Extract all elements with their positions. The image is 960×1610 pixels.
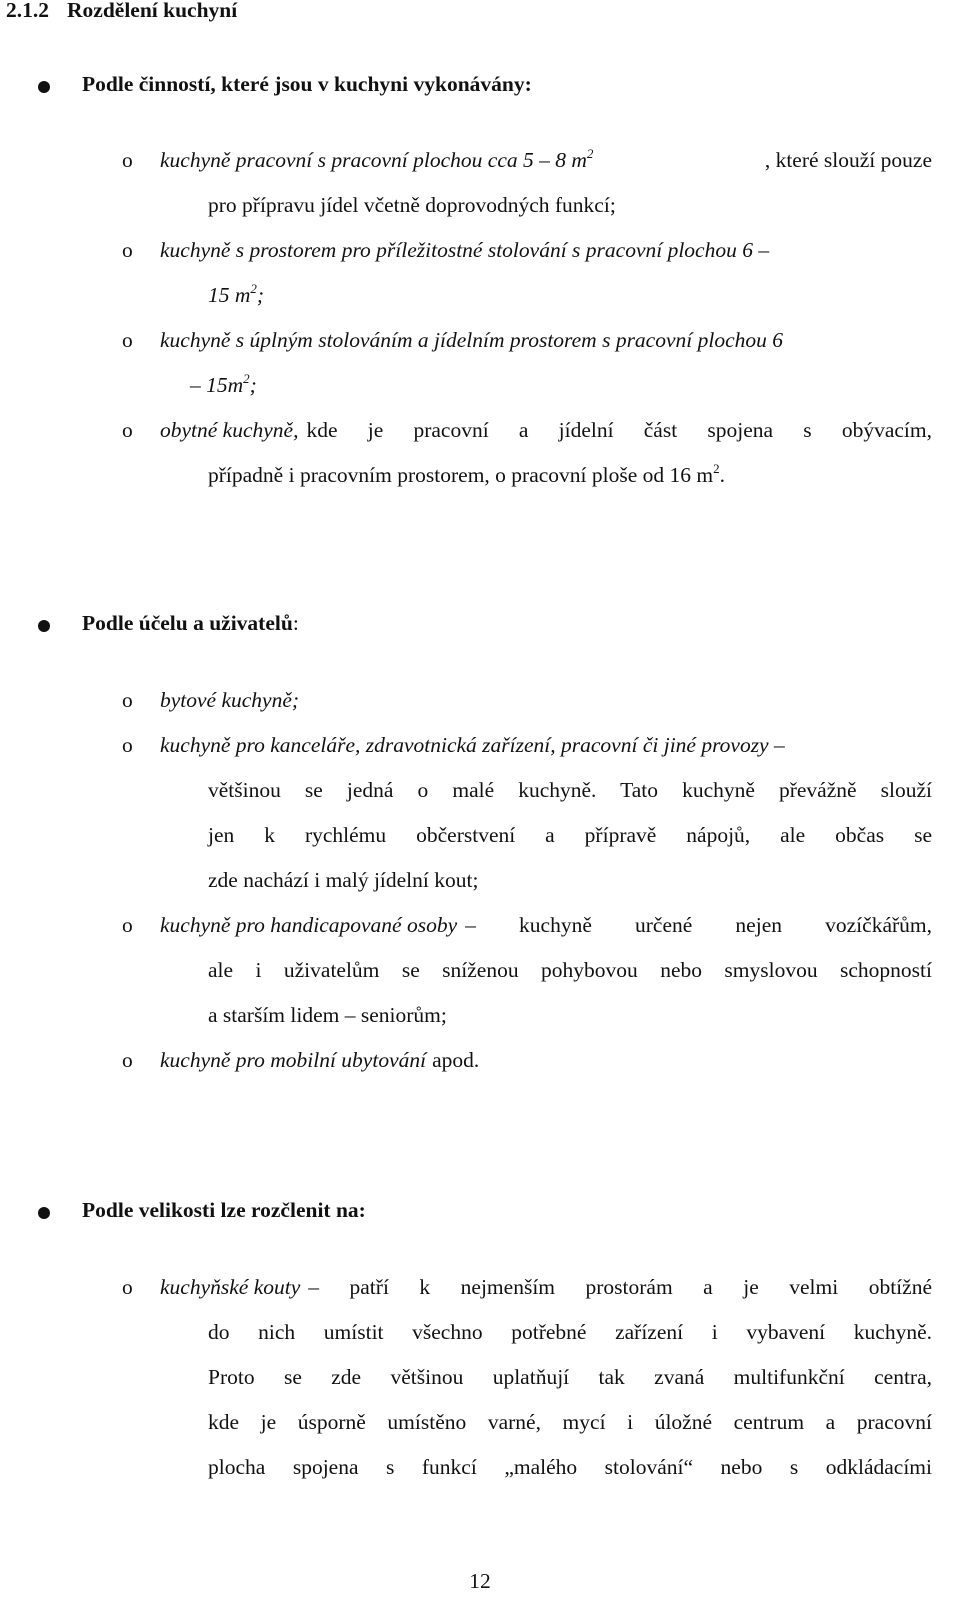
list-item-continuation: pro přípravu jídel včetně doprovodných funkcí; — [208, 193, 616, 217]
list-item-line: obytné kuchyně, kde je pracovní a jídelní část spojena s obývacím, — [160, 418, 932, 442]
list-item-continuation: do nich umístit všechno potřebné zařízení i vybavení kuchyně. — [208, 1320, 932, 1344]
list-marker: o — [122, 418, 133, 442]
list-item-continuation: 15 $m^2$; — [208, 281, 265, 307]
list-item-line: kuchyňské kouty – patří k nejmenším prostorám a je velmi obtížné — [160, 1275, 932, 1299]
list-marker: o — [122, 148, 133, 172]
heading-title: Rozdělení kuchyní — [67, 0, 238, 22]
list-item-line: bytové kuchyně; — [160, 688, 300, 712]
section-label: Podle velikosti lze rozčlenit na: — [82, 1198, 366, 1222]
list-item-line: kuchyně pro kanceláře, zdravotnická zařízení, pracovní či jiné provozy – — [160, 733, 785, 757]
list-item-continuation: případně i pracovním prostorem, o pracovní ploše od 16 $m^2$. — [208, 461, 726, 487]
item-text: , které slouží pouze — [764, 148, 932, 172]
list-item-continuation: zde nachází i malý jídelní kout; — [208, 868, 479, 892]
list-item-continuation: plocha spojena s funkcí „malého stolování“ nebo s odkládacími — [208, 1455, 932, 1479]
list-item-continuation: jen k rychlému občerstvení a přípravě nápojů, ale občas se — [208, 823, 932, 847]
list-marker: o — [122, 238, 133, 262]
list-marker: o — [122, 688, 133, 712]
list-item-line: kuchyně s úplným stolováním a jídelním prostorem s pracovní plochou 6 — [160, 328, 784, 352]
heading-number: 2.1.2 — [6, 0, 49, 22]
section-label: Podle účelu a uživatelů: — [82, 611, 299, 635]
list-item-continuation: a starším lidem – seniorům; — [208, 1003, 447, 1027]
bullet-icon — [38, 620, 50, 632]
bullet-icon — [38, 1207, 50, 1219]
bullet-icon — [38, 81, 50, 93]
list-marker: o — [122, 1275, 133, 1299]
list-item-line — [160, 148, 932, 173]
list-item-continuation: Proto se zde většinou uplatňují tak zvaná multifunkční centra, — [208, 1365, 932, 1389]
list-marker: o — [122, 913, 133, 937]
list-item-line: kuchyně s prostorem pro příležitostné stolování s pracovní plochou 6 – — [160, 238, 770, 262]
list-item-continuation: ale i uživatelům se sníženou pohybovou nebo smyslovou schopností — [208, 958, 932, 982]
list-marker: o — [122, 328, 133, 352]
list-item-line: kuchyně pro mobilní ubytování apod. — [160, 1048, 480, 1072]
list-marker: o — [122, 733, 133, 757]
list-item-line: kuchyně pro handicapované osoby – kuchyně určené nejen vozíčkářům, — [160, 913, 932, 937]
italic-text: kuchyně pracovní s pracovní plochou cca 5 – 8 $m^2$ — [160, 146, 594, 172]
section-heading — [6, 0, 237, 23]
list-item-continuation: kde je úsporně umístěno varné, mycí i úložné centrum a pracovní — [208, 1410, 932, 1434]
section-label: Podle činností, které jsou v kuchyni vykonávány: — [82, 72, 532, 96]
list-marker: o — [122, 1048, 133, 1072]
page-number: 12 — [469, 1569, 491, 1593]
list-item-continuation: většinou se jedná o malé kuchyně. Tato kuchyně převážně slouží — [208, 778, 932, 802]
list-item-continuation: – $15m^2$; — [190, 371, 257, 397]
